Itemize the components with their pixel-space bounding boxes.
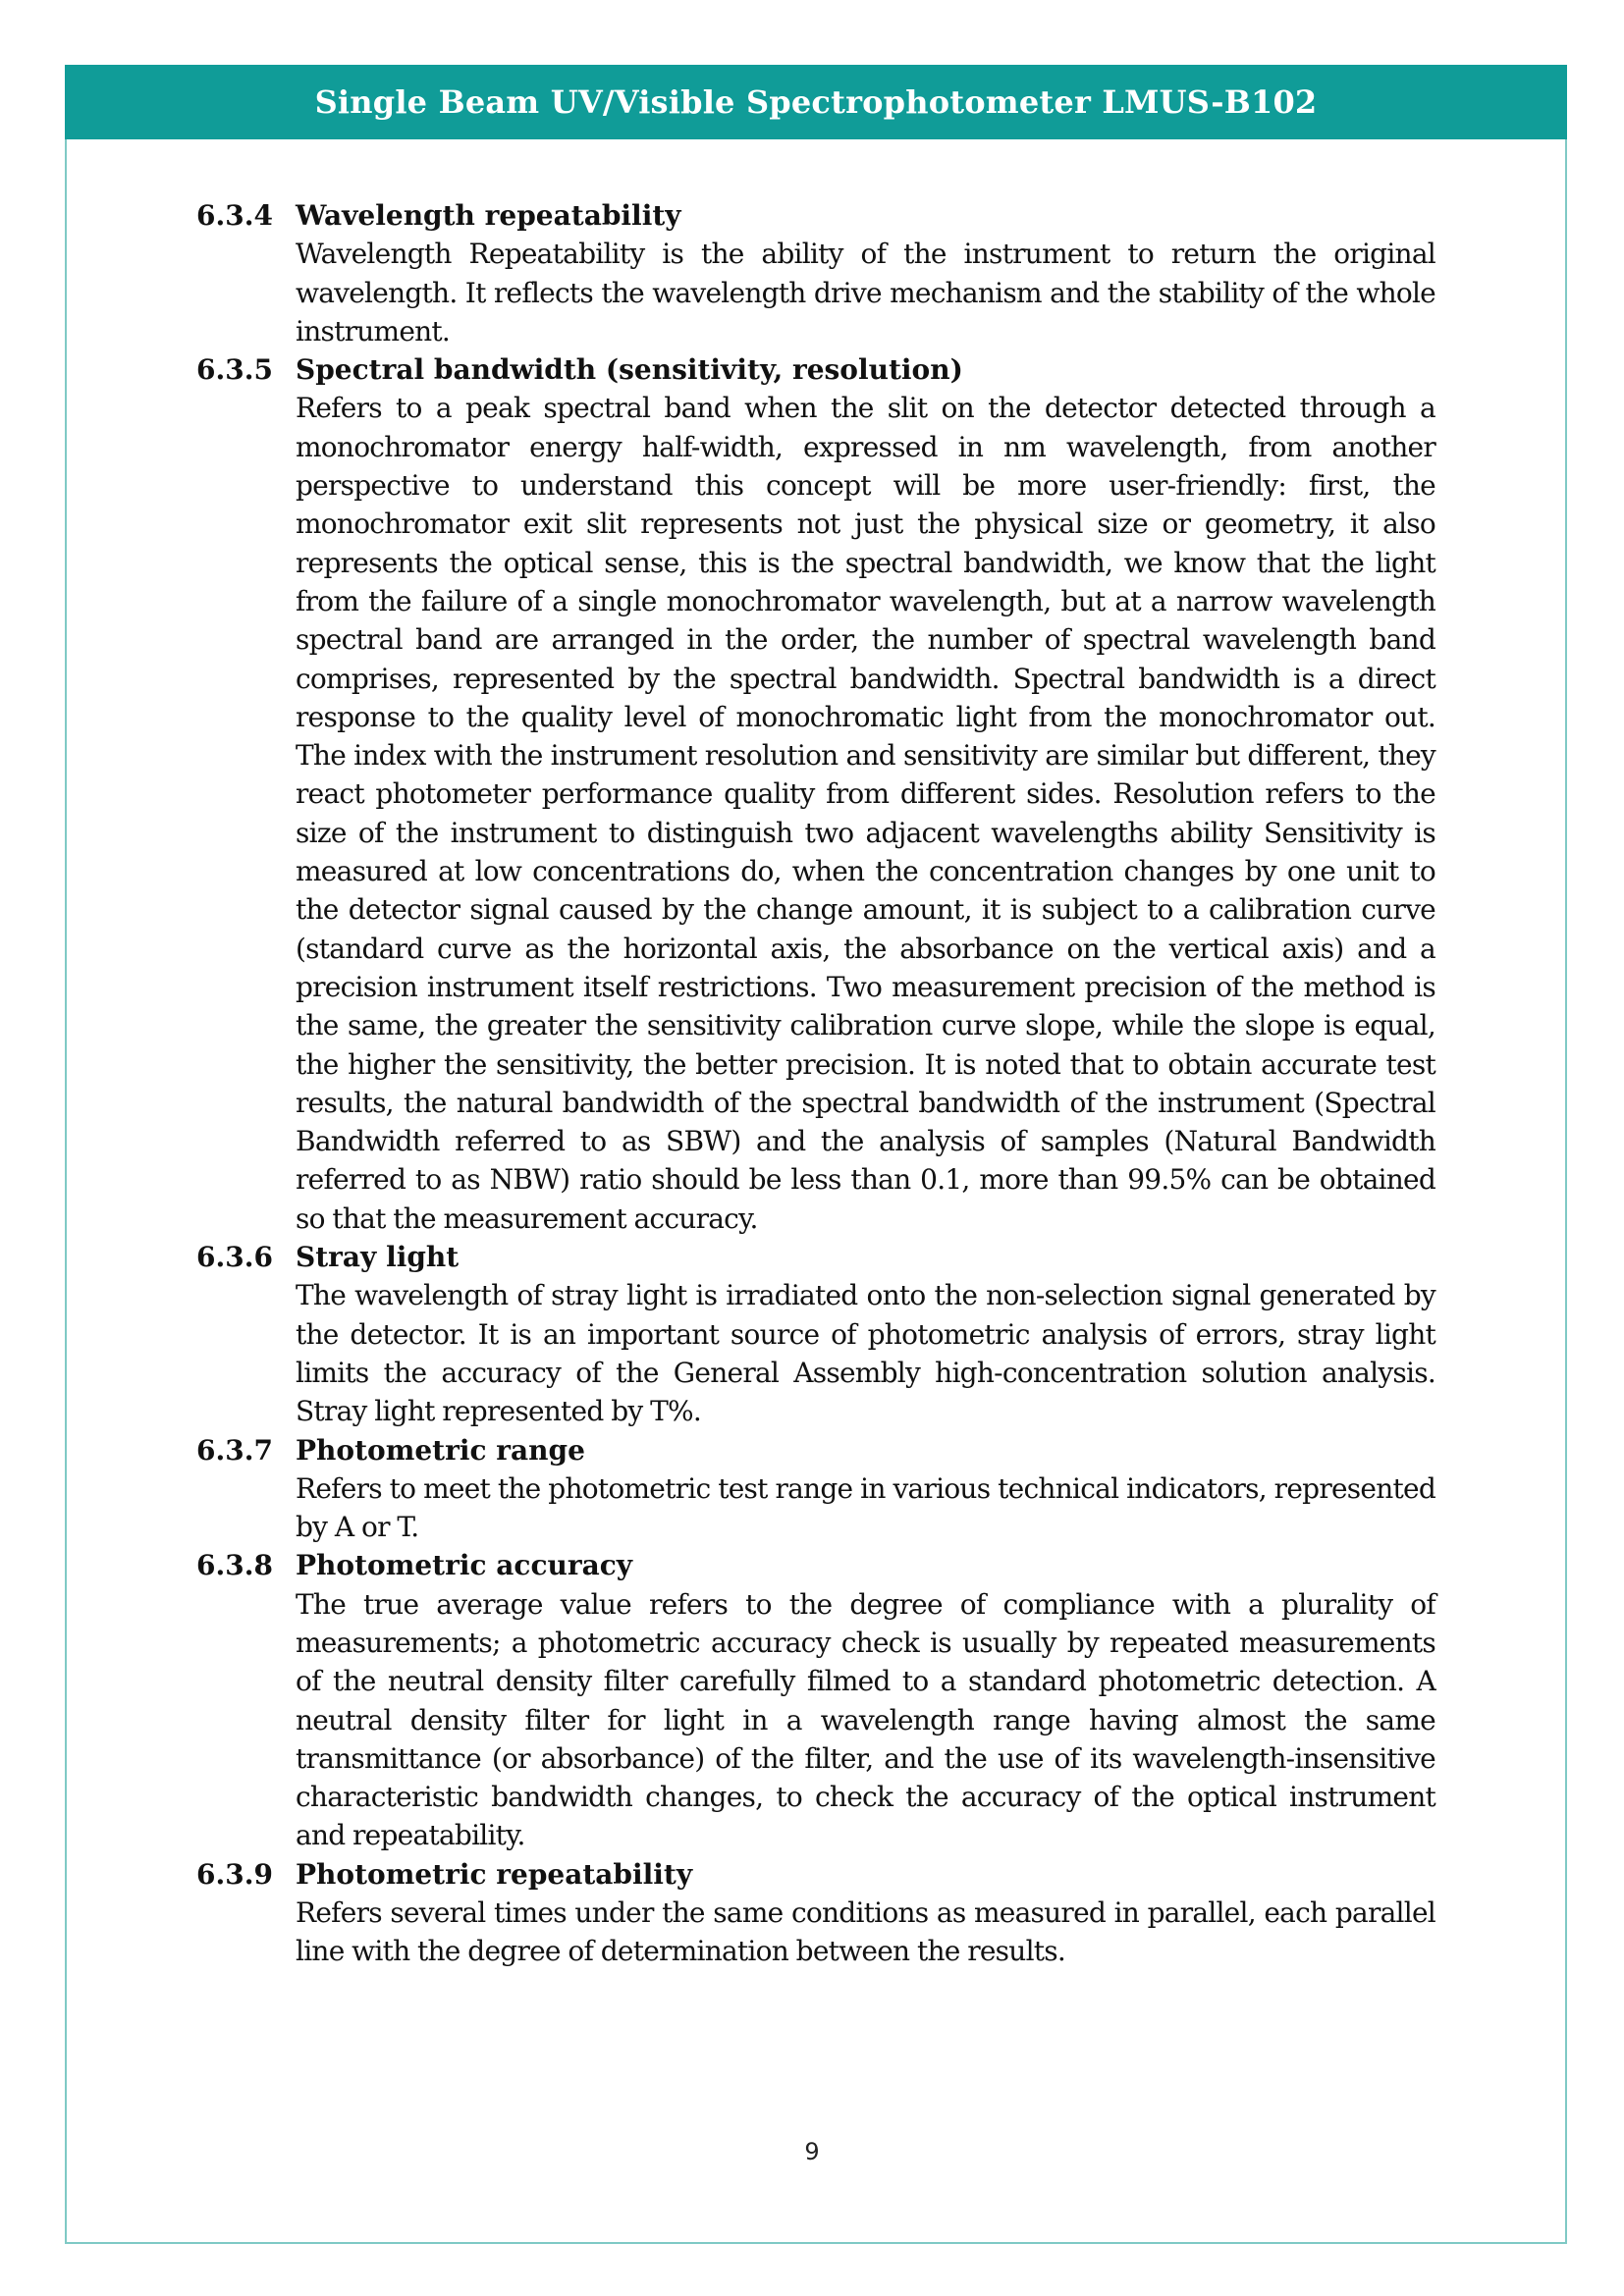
section-number: 6.3.8 bbox=[196, 1549, 273, 1582]
section-paragraph: The true average value refers to the degree of compliance with a plurality of measurements; a photometric accuracy check is usually by repeated measurements of the neutral density filter carefully filmed to a standard photometric detection. A neutral density filter for light in a wavelength range having almost the same transmittance (or absorbance) of the filter, and the use of its wavelength-insensitive characteristic bandwidth changes, to check the accuracy of the optical instrument and repeatability. bbox=[296, 1587, 1435, 1852]
section-heading bbox=[196, 1238, 1435, 1276]
section-6-3-9 bbox=[196, 1855, 1435, 1971]
section-number: 6.3.5 bbox=[196, 353, 273, 387]
document-title: Single Beam UV/Visible Spectrophotometer LMUS-B102 bbox=[314, 83, 1318, 121]
section-number: 6.3.7 bbox=[196, 1433, 273, 1467]
section-paragraph: Refers to a peak spectral band when the slit on the detector detected through a monochromator energy half-width, expressed in nm wavelength, from another perspective to understand this concept will be more user-friendly: first, the monochromator exit slit represents not just the physical size or geometry, it also represents the optical sense, this is the spectral bandwidth, we know that the light from the failure of a single monochromator wavelength, but at a narrow wavelength spectral band are arranged in the order, the number of spectral wavelength band comprises, represented by the spectral bandwidth. Spectral bandwidth is a direct response to the quality level of monochromatic light from the monochromator out. The index with the instrument resolution and sensitivity are similar but different, they react photometer performance quality from different sides. Resolution refers to the size of the instrument to distinguish two adjacent wavelengths ability Sensitivity is measured at low concentrations do, when the concentration changes by one unit to the detector signal caused by the change amount, it is subject to a calibration curve (standard curve as the horizontal axis, the absorbance on the vertical axis) and a precision instrument itself restrictions. Two measurement precision of the method is the same, the greater the sensitivity calibration curve slope, while the slope is equal, the higher the sensitivity, the better precision. It is noted that to obtain accurate test results, the natural bandwidth of the spectral bandwidth of the instrument (Spectral Bandwidth referred to as SBW) and the analysis of samples (Natural Bandwidth referred to as NBW) ratio should be less than 0.1, more than 99.5% can be obtained so that the measurement accuracy. bbox=[296, 392, 1435, 1235]
section-heading bbox=[196, 350, 1435, 389]
section-heading bbox=[196, 1546, 1435, 1584]
section-6-3-8 bbox=[196, 1546, 1435, 1854]
section-6-3-7 bbox=[196, 1431, 1435, 1547]
section-heading bbox=[196, 1431, 1435, 1469]
section-6-3-6 bbox=[196, 1238, 1435, 1430]
section-paragraph: The wavelength of stray light is irradiated onto the non-selection signal generated by the detector. It is an important source of photometric analysis of errors, stray light limits the accuracy of the General Assembly high-concentration solution analysis. Stray light represented by T%. bbox=[296, 1279, 1435, 1428]
section-paragraph: Wavelength Repeatability is the ability of the instrument to return the original wavelength. It reflects the wavelength drive mechanism and the stability of the whole instrument. bbox=[296, 238, 1435, 347]
section-paragraph: Refers to meet the photometric test range in various technical indicators, represented by A or T. bbox=[296, 1471, 1435, 1544]
page-number: 9 bbox=[804, 2138, 820, 2165]
section-heading bbox=[196, 196, 1435, 235]
section-title: Spectral bandwidth (sensitivity, resolution) bbox=[296, 353, 963, 387]
section-6-3-5 bbox=[196, 350, 1435, 1238]
header-band bbox=[65, 65, 1567, 139]
section-title: Wavelength repeatability bbox=[296, 199, 681, 232]
section-title: Photometric repeatability bbox=[296, 1857, 693, 1891]
section-number: 6.3.6 bbox=[196, 1241, 273, 1274]
section-number: 6.3.9 bbox=[196, 1857, 273, 1891]
section-title: Photometric range bbox=[296, 1433, 585, 1467]
document-body bbox=[196, 196, 1435, 1971]
section-6-3-4 bbox=[196, 196, 1435, 350]
section-title: Photometric accuracy bbox=[296, 1549, 633, 1582]
section-title: Stray light bbox=[296, 1241, 460, 1274]
section-heading bbox=[196, 1855, 1435, 1894]
section-paragraph: Refers several times under the same conditions as measured in parallel, each parallel line with the degree of determination between the results. bbox=[296, 1896, 1435, 1968]
section-number: 6.3.4 bbox=[196, 199, 273, 232]
